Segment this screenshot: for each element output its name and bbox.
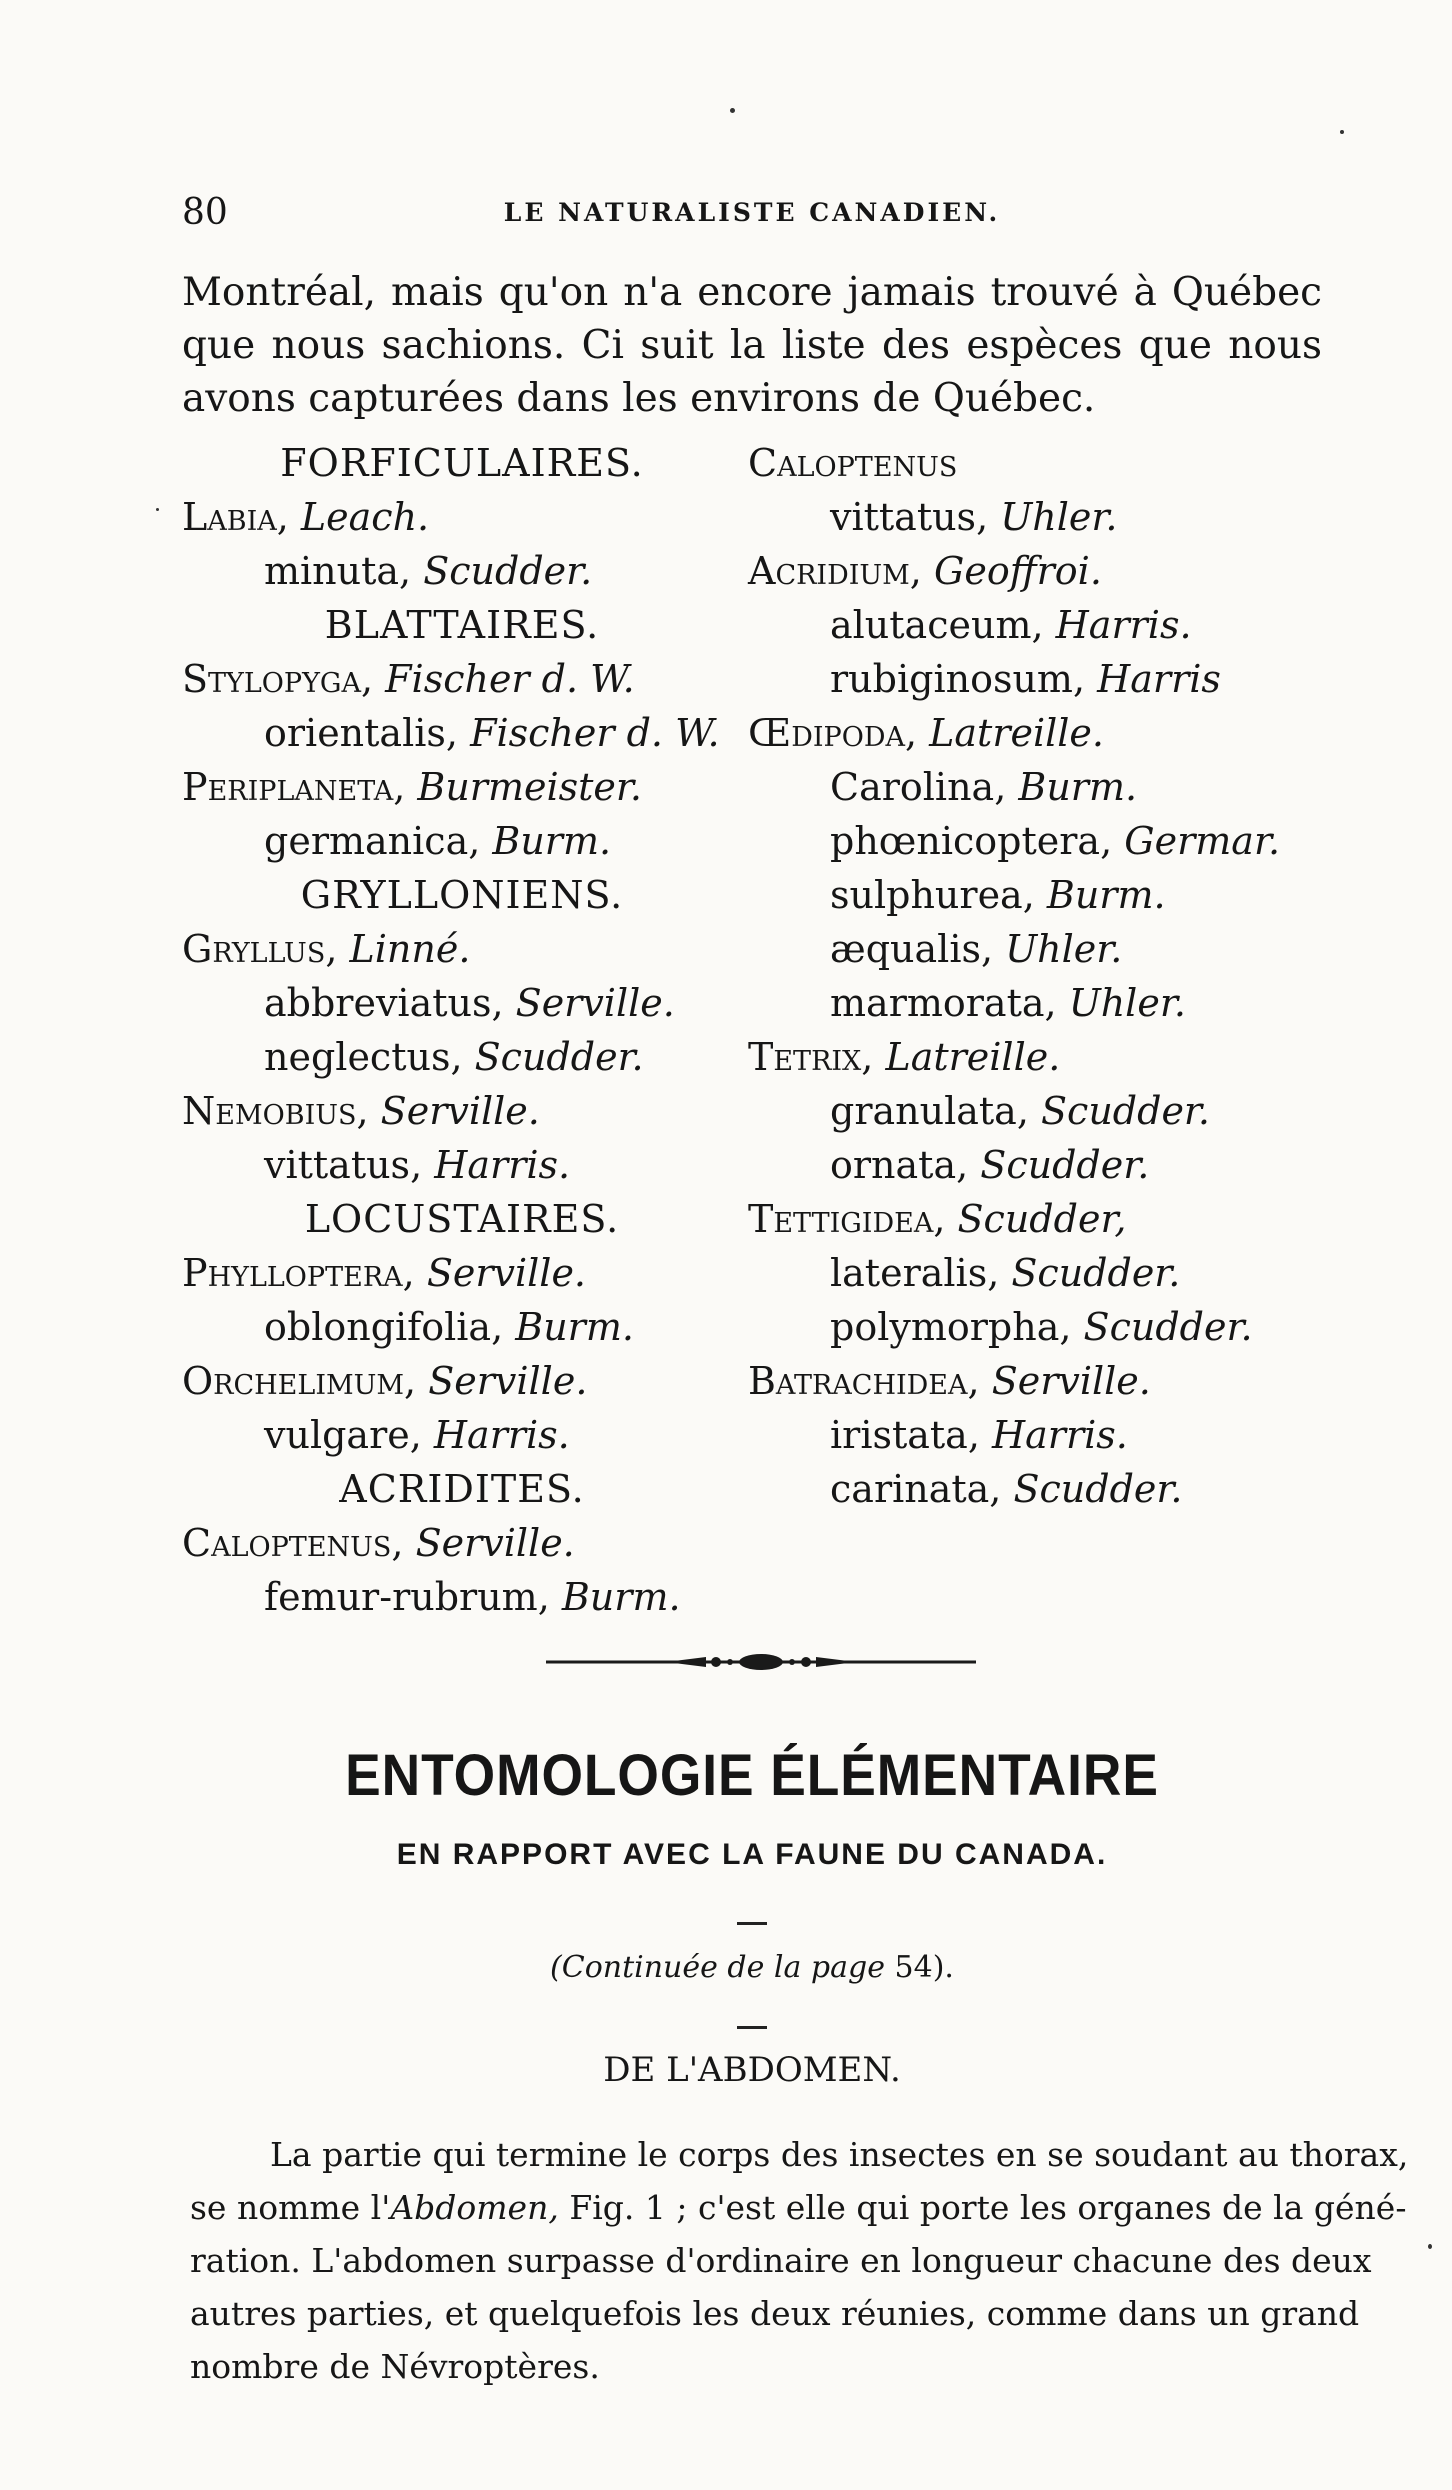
- author-name: Leach.: [300, 495, 430, 539]
- continued-note-page: 54).: [894, 1950, 954, 1985]
- species-name: carinata,: [830, 1467, 1002, 1511]
- paragraph-line: ration. L'abdomen surpasse d'ordinaire en longueur chacune des deux: [190, 2241, 1372, 2280]
- species-name: æqualis,: [830, 927, 994, 971]
- species-entry: [748, 652, 1328, 706]
- genus-name: Periplaneta,: [182, 765, 406, 809]
- species-list-right-column: [748, 436, 1328, 1516]
- genus-entry: [182, 760, 742, 814]
- species-entry: [748, 976, 1328, 1030]
- genus-entry: [182, 1354, 742, 1408]
- intro-line: avons capturées dans les environs de Québec.: [182, 376, 1096, 421]
- author-name: Serville.: [428, 1359, 588, 1403]
- species-name: orientalis,: [264, 711, 458, 755]
- species-name: oblongifolia,: [264, 1305, 504, 1349]
- separator-dash: [737, 1922, 767, 1925]
- body-paragraph: [190, 2128, 1409, 2393]
- author-name: Harris.: [434, 1143, 571, 1187]
- species-name: Carolina,: [830, 765, 1007, 809]
- family-heading: FORFICULAIRES.: [280, 441, 644, 485]
- author-name: Scudder.: [1013, 1467, 1183, 1511]
- genus-name: Caloptenus,: [182, 1521, 404, 1565]
- species-entry: [748, 598, 1328, 652]
- genus-entry: [748, 1030, 1328, 1084]
- genus-entry: [748, 436, 1328, 490]
- section-heading: DE L'ABDOMEN.: [603, 2050, 901, 2090]
- author-name: Burm.: [492, 819, 612, 863]
- species-name: rubiginosum,: [830, 657, 1086, 701]
- genus-entry: [748, 1192, 1328, 1246]
- species-name: marmorata,: [830, 981, 1057, 1025]
- author-name: Scudder.: [423, 549, 593, 593]
- species-entry: [748, 1246, 1328, 1300]
- paragraph-line: se nomme l'Abdomen, Fig. 1 ; c'est elle qui porte les organes de la géné-: [190, 2188, 1407, 2227]
- author-name: Serville.: [991, 1359, 1151, 1403]
- author-name: Scudder.: [980, 1143, 1150, 1187]
- author-name: Linné.: [349, 927, 471, 971]
- genus-name: Gryllus,: [182, 927, 338, 971]
- article-title: ENTOMOLOGIE ÉLÉMENTAIRE: [345, 1743, 1159, 1808]
- genus-name: Nemobius,: [182, 1089, 369, 1133]
- genus-entry: [182, 1084, 742, 1138]
- species-entry: [182, 1300, 742, 1354]
- family-heading: LOCUSTAIRES.: [304, 1197, 620, 1241]
- species-name: phœnicoptera,: [830, 819, 1113, 863]
- author-name: Scudder.: [1011, 1251, 1181, 1295]
- author-name: Uhler.: [1000, 495, 1118, 539]
- species-entry: [748, 1084, 1328, 1138]
- author-name: Burm.: [515, 1305, 634, 1349]
- intro-line: que nous sachions. Ci suit la liste des espèces que nous: [182, 323, 1322, 368]
- species-name: abbreviatus,: [264, 981, 504, 1025]
- species-name: neglectus,: [264, 1035, 463, 1079]
- author-name: Serville.: [380, 1089, 540, 1133]
- species-name: polymorpha,: [830, 1305, 1072, 1349]
- author-name: Latreille.: [885, 1035, 1061, 1079]
- paragraph-line: nombre de Névroptères.: [190, 2347, 600, 2386]
- genus-name: Labia,: [182, 495, 289, 539]
- species-name: ornata,: [830, 1143, 969, 1187]
- genus-name: Œdipoda,: [748, 711, 918, 755]
- species-name: femur-rubrum,: [264, 1575, 550, 1619]
- genus-name: Acridium,: [748, 549, 922, 593]
- species-name: vittatus,: [830, 495, 989, 539]
- species-entry: [748, 1300, 1328, 1354]
- page-number: 80: [182, 192, 228, 233]
- species-entry: [182, 814, 742, 868]
- species-entry: [182, 976, 742, 1030]
- author-name: Serville.: [426, 1251, 587, 1295]
- separator-dash: [737, 2026, 767, 2029]
- species-entry: [182, 1570, 742, 1624]
- species-entry: [748, 490, 1328, 544]
- genus-entry: [182, 1246, 742, 1300]
- print-speck: [156, 508, 159, 511]
- species-name: alutaceum,: [830, 603, 1044, 647]
- species-name: vittatus,: [264, 1143, 423, 1187]
- author-name: Serville.: [515, 981, 675, 1025]
- continued-note: [182, 1950, 1322, 1985]
- genus-name: Stylopyga,: [182, 657, 374, 701]
- genus-name: Tetrix,: [748, 1035, 874, 1079]
- species-entry: [748, 814, 1328, 868]
- species-name: sulphurea,: [830, 873, 1035, 917]
- continued-note-prefix: (Continuée de la page: [550, 1950, 885, 1985]
- species-entry: [748, 1138, 1328, 1192]
- species-entry: [182, 1408, 742, 1462]
- author-name: Uhler.: [1005, 927, 1123, 971]
- article-subtitle: EN RAPPORT AVEC LA FAUNE DU CANADA.: [396, 1838, 1108, 1871]
- intro-paragraph: [182, 266, 1322, 425]
- family-heading: GRYLLONIENS.: [300, 873, 624, 917]
- genus-name: Batrachidea,: [748, 1359, 980, 1403]
- genus-entry: [748, 544, 1328, 598]
- family-heading: BLATTAIRES.: [324, 603, 600, 647]
- species-entry: [748, 760, 1328, 814]
- author-name: Fischer d. W.: [385, 657, 635, 701]
- intro-line: Montréal, mais qu'on n'a encore jamais trouvé à Québec: [182, 270, 1322, 315]
- author-name: Burm.: [1018, 765, 1138, 809]
- author-name: Harris: [1097, 657, 1221, 701]
- author-name: Scudder.: [474, 1035, 644, 1079]
- author-name: Germar.: [1124, 819, 1281, 863]
- page-header: [182, 192, 1322, 242]
- author-name: Harris.: [992, 1413, 1128, 1457]
- species-entry: [182, 544, 742, 598]
- species-entry: [182, 706, 742, 760]
- species-entry: [182, 1138, 742, 1192]
- author-name: Uhler.: [1068, 981, 1186, 1025]
- genus-entry: [182, 490, 742, 544]
- species-name: minuta,: [264, 549, 412, 593]
- author-name: Geoffroi.: [933, 549, 1102, 593]
- genus-entry: [182, 652, 742, 706]
- paragraph-line: La partie qui termine le corps des insectes en se soudant au thorax,: [270, 2135, 1409, 2174]
- species-name: vulgare,: [264, 1413, 422, 1457]
- genus-entry: [182, 1516, 742, 1570]
- genus-entry: [182, 922, 742, 976]
- author-name: Scudder.: [1041, 1089, 1210, 1133]
- species-name: lateralis,: [830, 1251, 1000, 1295]
- print-speck: [1340, 130, 1344, 134]
- paragraph-line: autres parties, et quelquefois les deux réunies, comme dans un grand: [190, 2294, 1360, 2333]
- author-name: Burm.: [1046, 873, 1166, 917]
- species-entry: [748, 1462, 1328, 1516]
- genus-name: Tettigidea,: [748, 1197, 946, 1241]
- species-entry: [748, 922, 1328, 976]
- author-name: Scudder,: [957, 1197, 1127, 1241]
- author-name: Serville.: [415, 1521, 575, 1565]
- genus-entry: [748, 706, 1328, 760]
- author-name: Scudder.: [1083, 1305, 1253, 1349]
- species-list-left-column: [182, 436, 742, 1624]
- species-entry: [182, 1030, 742, 1084]
- author-name: Harris.: [433, 1413, 570, 1457]
- species-name: germanica,: [264, 819, 481, 863]
- print-speck: [1428, 2244, 1432, 2249]
- genus-name: Phylloptera,: [182, 1251, 415, 1295]
- author-name: Harris.: [1055, 603, 1192, 647]
- species-name: iristata,: [830, 1413, 980, 1457]
- species-entry: [748, 1408, 1328, 1462]
- species-entry: [748, 868, 1328, 922]
- author-name: Burm.: [561, 1575, 681, 1619]
- genus-entry: [748, 1354, 1328, 1408]
- genus-name: Caloptenus: [748, 441, 958, 485]
- author-name: Burmeister.: [417, 765, 642, 809]
- print-speck: [730, 108, 735, 113]
- species-name: granulata,: [830, 1089, 1029, 1133]
- author-name: Fischer d. W.: [470, 711, 720, 755]
- running-title: LE NATURALISTE CANADIEN.: [503, 198, 1001, 227]
- genus-name: Orchelimum,: [182, 1359, 417, 1403]
- family-heading: ACRIDITES.: [339, 1467, 585, 1511]
- author-name: Latreille.: [929, 711, 1104, 755]
- section-divider-ornament: [546, 1648, 976, 1676]
